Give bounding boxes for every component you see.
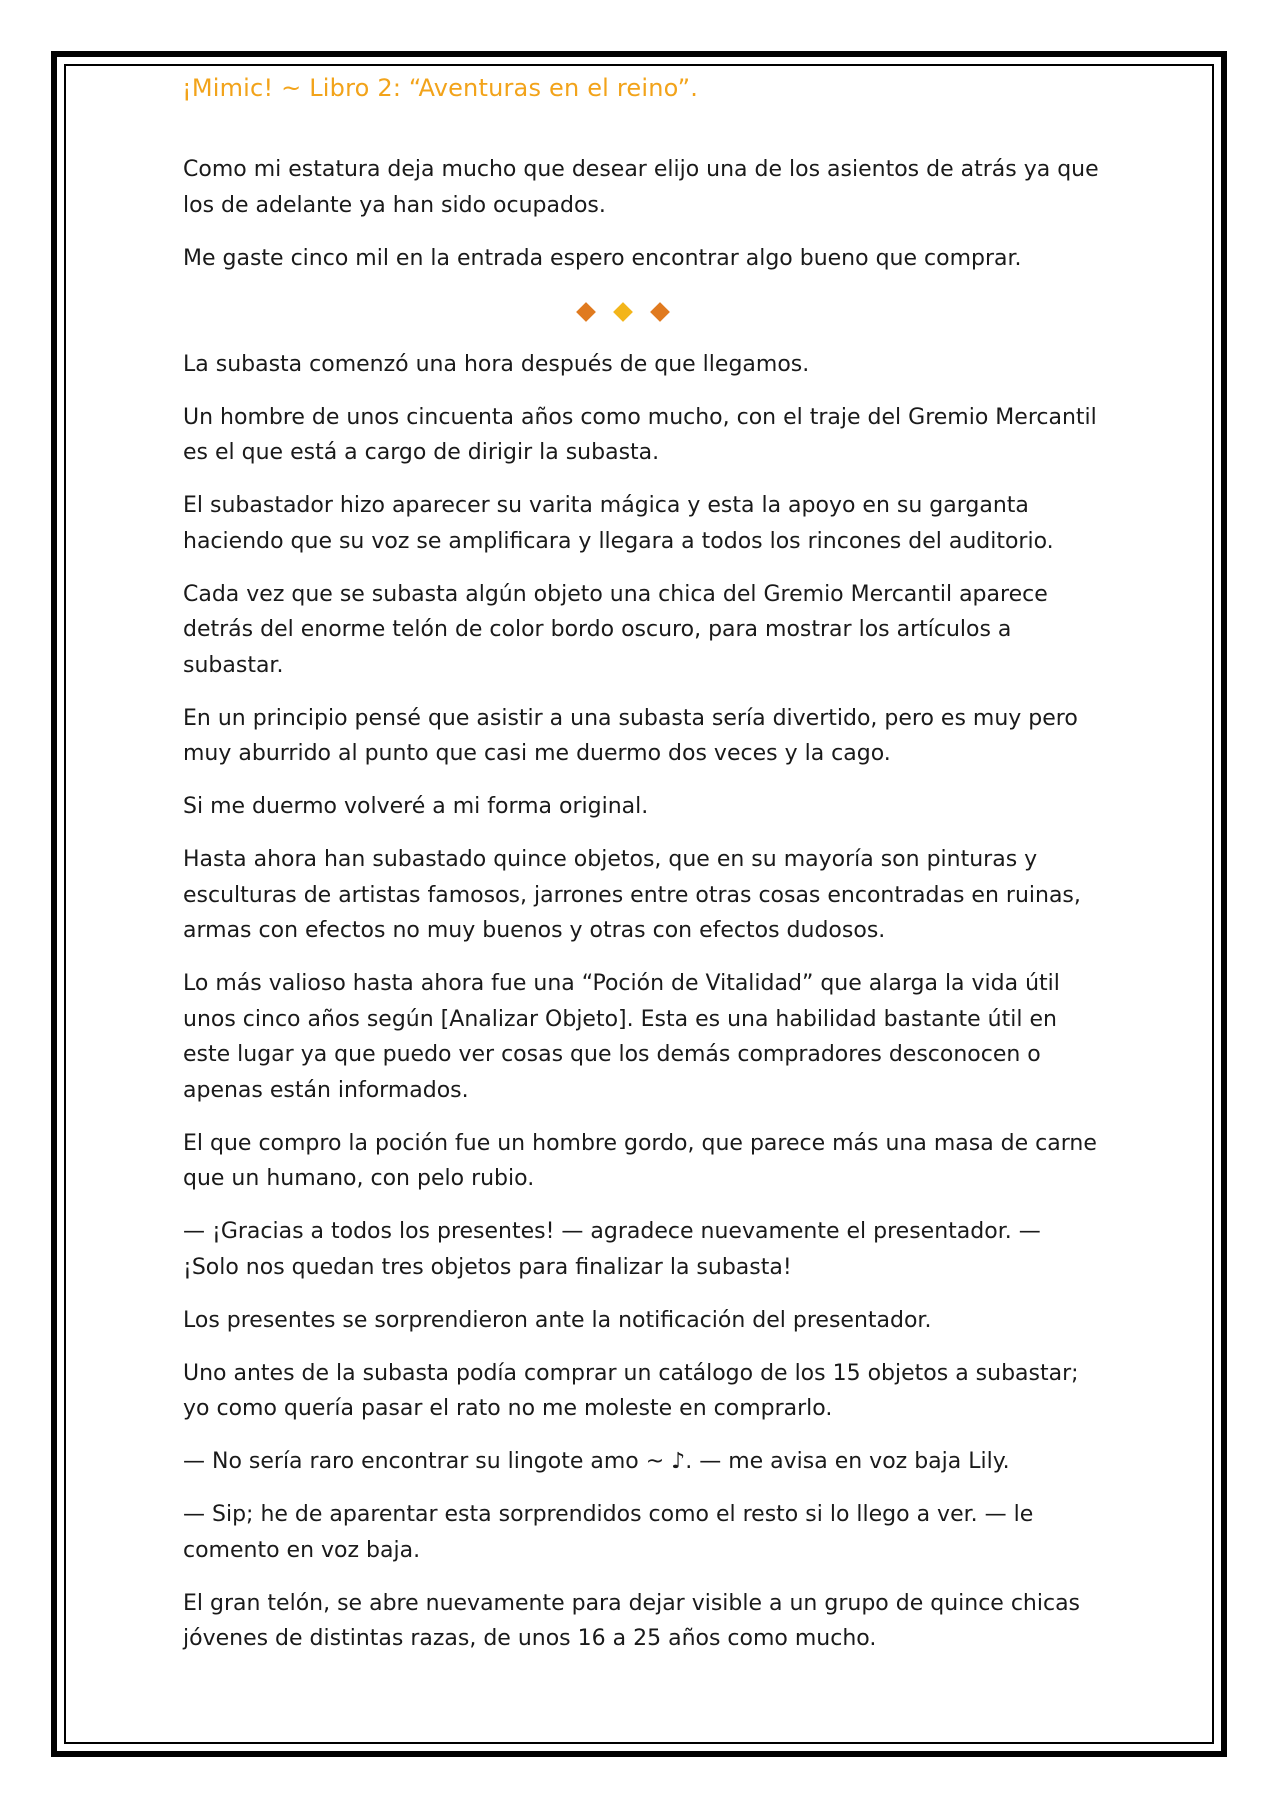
paragraph: El que compro la poción fue un hombre gordo, que parece más una masa de carne que un humano, con pelo rubio.	[183, 1130, 1097, 1191]
paragraph: Cada vez que se subasta algún objeto una chica del Gremio Mercantil aparece detrás del enorme telón de color bordo oscuro, para mostrar los artículos a subastar.	[183, 581, 1048, 678]
section-separator	[183, 294, 1103, 330]
paragraph: Lo más valioso hasta ahora fue una “Poción de Vitalidad” que alarga la vida útil unos cinco años según [Analizar Objeto]. Esta es una habilidad bastante útil en este lugar ya que puedo ver cosas que los demás compradores desconocen o apenas están informados.	[183, 971, 1060, 1103]
paragraph: Me gaste cinco mil en la entrada espero encontrar algo bueno que comprar.	[183, 245, 1022, 271]
paragraph: Uno antes de la subasta podía comprar un catálogo de los 15 objetos a subastar; yo como quería pasar el rato no me moleste en comprarlo.	[183, 1360, 1079, 1421]
dialogue-paragraph: — ¡Gracias a todos los presentes! — agradece nuevamente el presentador. — ¡Solo nos quedan tres objetos para finalizar la subasta!	[183, 1219, 1041, 1280]
diamond-icon	[650, 302, 670, 322]
paragraph: El subastador hizo aparecer su varita mágica y esta la apoyo en su garganta haciendo que su voz se amplificara y llegara a todos los rincones del auditorio.	[183, 493, 1054, 554]
dialogue-paragraph: — No sería raro encontrar su lingote amo ~ ♪. — me avisa en voz baja Lily.	[183, 1449, 1010, 1474]
document-body	[183, 152, 1103, 1674]
paragraph: Si me duermo volveré a mi forma original.	[183, 794, 649, 819]
paragraph: Un hombre de unos cincuenta años como mucho, con el traje del Gremio Mercantil es el que está a cargo de dirigir la subasta.	[183, 404, 1097, 465]
paragraph: En un principio pensé que asistir a una subasta sería divertido, pero es muy pero muy aburrido al punto que casi me duermo dos veces y la cago.	[183, 705, 1078, 766]
page-header-title: ¡Mimic! ~ Libro 2: “Aventuras en el reino”.	[182, 74, 699, 102]
paragraph: Los presentes se sorprendieron ante la notificación del presentador.	[183, 1307, 932, 1333]
paragraph: Hasta ahora han subastado quince objetos, que en su mayoría son pinturas y esculturas de artistas famosos, jarrones entre otras cosas encontradas en ruinas, armas con efectos no muy buenos y otras con efectos dudosos.	[183, 847, 1081, 943]
diamond-icon	[613, 302, 633, 322]
paragraph: La subasta comenzó una hora después de que llegamos.	[183, 351, 810, 377]
paragraph: El gran telón, se abre nuevamente para dejar visible a un grupo de quince chicas jóvenes de distintas razas, de unos 16 a 25 años como mucho.	[183, 1590, 1081, 1651]
dialogue-paragraph: — Sip; he de aparentar esta sorprendidos como el resto si lo llego a ver. — le comento en voz baja.	[183, 1502, 1034, 1563]
paragraph: Como mi estatura deja mucho que desear elijo una de los asientos de atrás ya que los de adelante ya han sido ocupados.	[183, 157, 1099, 218]
diamond-icon	[576, 302, 596, 322]
